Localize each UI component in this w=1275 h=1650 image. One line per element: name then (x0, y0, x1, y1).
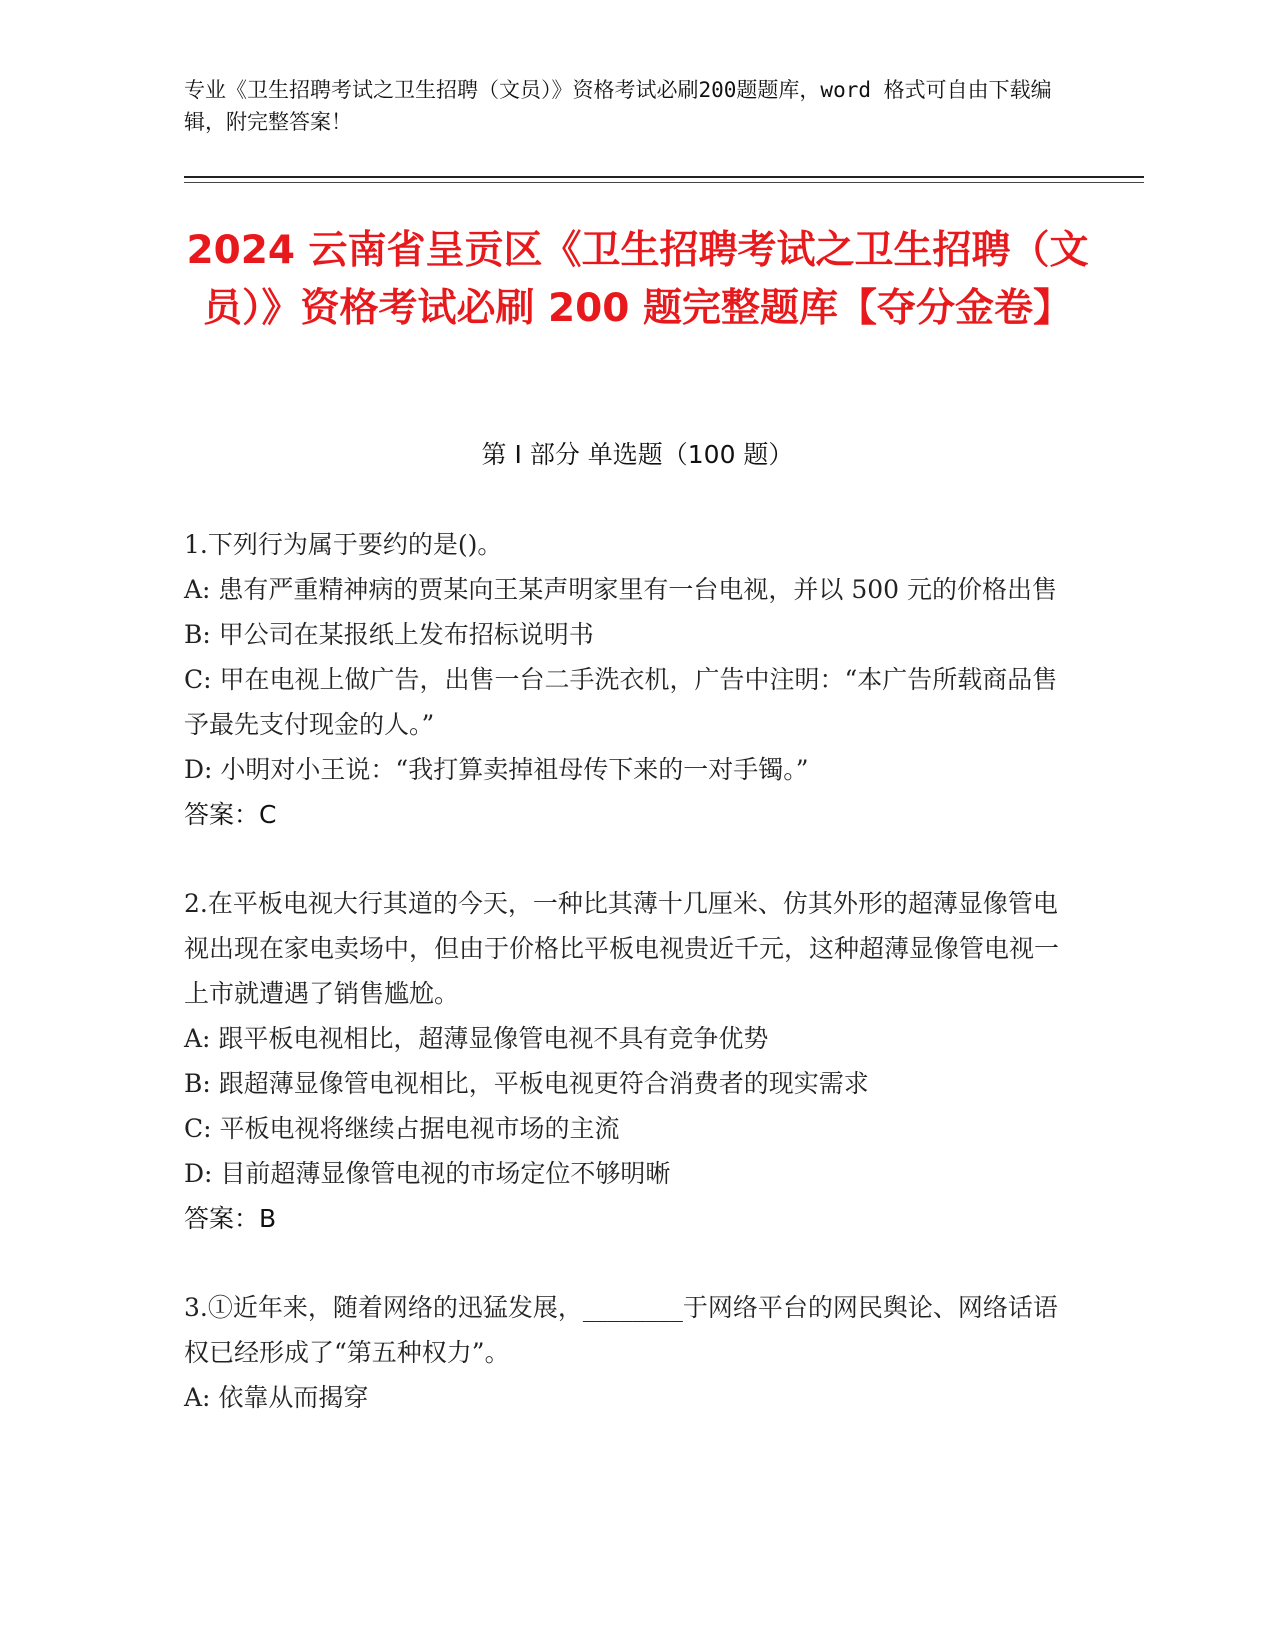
option-a: A: 依靠从而揭穿 (184, 1383, 369, 1412)
header-divider-thick (184, 176, 1144, 178)
question-stem: 2.在平板电视大行其道的今天，一种比其薄十几厘米、仿其外形的超薄显像管电视出现在家电卖场中，但由于价格比平板电视贵近千元，这种超薄显像管电视一上市就遭遇了销售尴尬。 (184, 889, 1060, 1008)
question-2 (184, 881, 1064, 1241)
option-a: A: 跟平板电视相比，超薄显像管电视不具有竞争优势 (184, 1024, 769, 1053)
question-list (184, 522, 1064, 1464)
option-b: B: 跟超薄显像管电视相比，平板电视更符合消费者的现实需求 (184, 1069, 869, 1098)
option-d: D: 小明对小王说：“我打算卖掉祖母传下来的一对手镯。” (184, 755, 809, 784)
answer-line: 答案：B (184, 1204, 277, 1233)
header-divider-thin (184, 182, 1144, 183)
option-a: A: 患有严重精神病的贾某向王某声明家里有一台电视，并以 500 元的价格出售 (184, 575, 1058, 604)
header-note: 专业《卫生招聘考试之卫生招聘（文员）》资格考试必刷200题题库，word 格式可自由下载编辑，附完整答案！ (184, 78, 1052, 134)
option-c: C: 甲在电视上做广告，出售一台二手洗衣机，广告中注明：“本广告所载商品售予最先支付现金的人。” (184, 665, 1058, 739)
question-3 (184, 1285, 1064, 1420)
option-c: C: 平板电视将继续占据电视市场的主流 (184, 1114, 620, 1143)
document-title: 2024 云南省呈贡区《卫生招聘考试之卫生招聘（文员）》资格考试必刷 200 题完整题库【夺分金卷】 (186, 228, 1089, 331)
question-1 (184, 522, 1064, 837)
answer-line: 答案：C (184, 800, 277, 829)
option-b: B: 甲公司在某报纸上发布招标说明书 (184, 620, 594, 649)
question-stem: 3.①近年来，随着网络的迅猛发展，________于网络平台的网民舆论、网络话语权已经形成了“第五种权力”。 (184, 1293, 1058, 1367)
question-stem: 1.下列行为属于要约的是()。 (184, 530, 503, 559)
section-heading: 第 I 部分 单选题（100 题） (481, 440, 794, 469)
option-d: D: 目前超薄显像管电视的市场定位不够明晰 (184, 1159, 671, 1188)
